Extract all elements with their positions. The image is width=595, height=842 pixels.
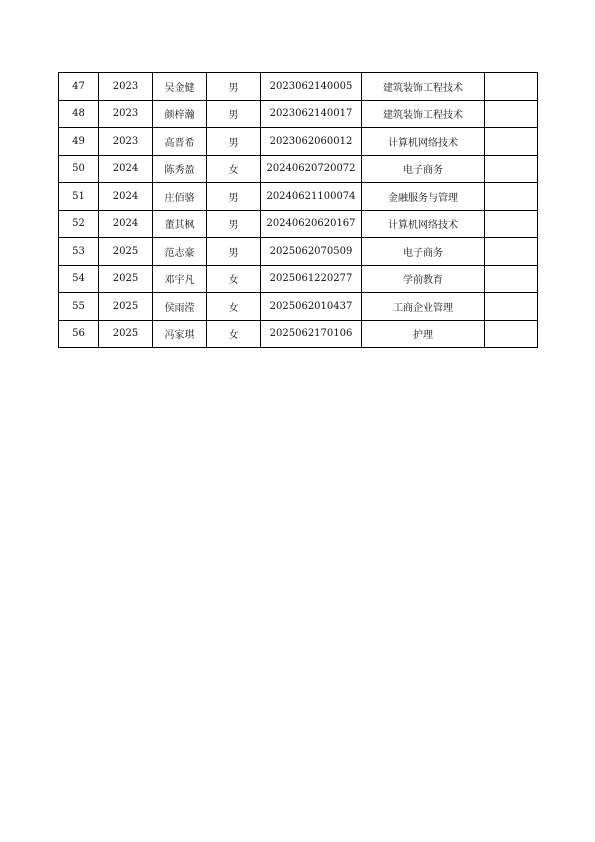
cell-number: 56: [59, 320, 99, 348]
cell-major: 电子商务: [362, 155, 485, 183]
cell-name: 冯家琪: [153, 320, 207, 348]
cell-major: 电子商务: [362, 238, 485, 266]
cell-name: 吴金健: [153, 73, 207, 101]
cell-gender: 女: [207, 293, 261, 321]
table-row: [59, 155, 538, 183]
cell-major: 学前教育: [362, 265, 485, 293]
cell-number: 49: [59, 128, 99, 156]
cell-student-id: 2025062070509: [261, 238, 362, 266]
cell-number: 47: [59, 73, 99, 101]
cell-number: 53: [59, 238, 99, 266]
cell-major: 工商企业管理: [362, 293, 485, 321]
cell-gender: 男: [207, 73, 261, 101]
cell-name: 庄佰骆: [153, 183, 207, 211]
cell-year: 2024: [99, 155, 153, 183]
table-body: [59, 73, 538, 348]
cell-student-id: 20240620720072: [261, 155, 362, 183]
cell-name: 陈秀盈: [153, 155, 207, 183]
cell-major: 计算机网络技术: [362, 210, 485, 238]
cell-major: 护理: [362, 320, 485, 348]
cell-gender: 女: [207, 320, 261, 348]
cell-major: 计算机网络技术: [362, 128, 485, 156]
table-row: [59, 183, 538, 211]
cell-student-id: 2023062060012: [261, 128, 362, 156]
cell-year: 2023: [99, 73, 153, 101]
cell-number: 55: [59, 293, 99, 321]
cell-gender: 男: [207, 210, 261, 238]
cell-name: 董其枫: [153, 210, 207, 238]
cell-note: [485, 155, 538, 183]
table-row: [59, 265, 538, 293]
cell-gender: 男: [207, 128, 261, 156]
cell-note: [485, 183, 538, 211]
cell-name: 颜梓瀚: [153, 100, 207, 128]
cell-major: 金融服务与管理: [362, 183, 485, 211]
cell-name: 邓宇凡: [153, 265, 207, 293]
table-row: [59, 320, 538, 348]
cell-major: 建筑装饰工程技术: [362, 73, 485, 101]
cell-note: [485, 210, 538, 238]
table-row: [59, 293, 538, 321]
cell-note: [485, 265, 538, 293]
table-row: [59, 100, 538, 128]
cell-number: 50: [59, 155, 99, 183]
cell-year: 2024: [99, 210, 153, 238]
cell-year: 2024: [99, 183, 153, 211]
cell-gender: 女: [207, 155, 261, 183]
cell-name: 高晋希: [153, 128, 207, 156]
cell-number: 51: [59, 183, 99, 211]
cell-gender: 男: [207, 238, 261, 266]
cell-year: 2025: [99, 320, 153, 348]
cell-note: [485, 128, 538, 156]
cell-note: [485, 73, 538, 101]
cell-major: 建筑装饰工程技术: [362, 100, 485, 128]
cell-note: [485, 293, 538, 321]
cell-student-id: 2025062010437: [261, 293, 362, 321]
cell-name: 侯雨滢: [153, 293, 207, 321]
table-row: [59, 210, 538, 238]
student-roster-table: [58, 72, 538, 348]
cell-student-id: 20240620620167: [261, 210, 362, 238]
cell-year: 2023: [99, 128, 153, 156]
cell-note: [485, 320, 538, 348]
cell-student-id: 20240621100074: [261, 183, 362, 211]
cell-year: 2025: [99, 293, 153, 321]
table-row: [59, 128, 538, 156]
cell-student-id: 2023062140017: [261, 100, 362, 128]
cell-student-id: 2025061220277: [261, 265, 362, 293]
cell-gender: 男: [207, 183, 261, 211]
cell-gender: 女: [207, 265, 261, 293]
cell-number: 52: [59, 210, 99, 238]
table-row: [59, 73, 538, 101]
cell-note: [485, 238, 538, 266]
cell-name: 范志豪: [153, 238, 207, 266]
cell-year: 2025: [99, 238, 153, 266]
cell-year: 2025: [99, 265, 153, 293]
cell-year: 2023: [99, 100, 153, 128]
cell-gender: 男: [207, 100, 261, 128]
cell-student-id: 2025062170106: [261, 320, 362, 348]
table-row: [59, 238, 538, 266]
cell-student-id: 2023062140005: [261, 73, 362, 101]
cell-note: [485, 100, 538, 128]
cell-number: 54: [59, 265, 99, 293]
cell-number: 48: [59, 100, 99, 128]
